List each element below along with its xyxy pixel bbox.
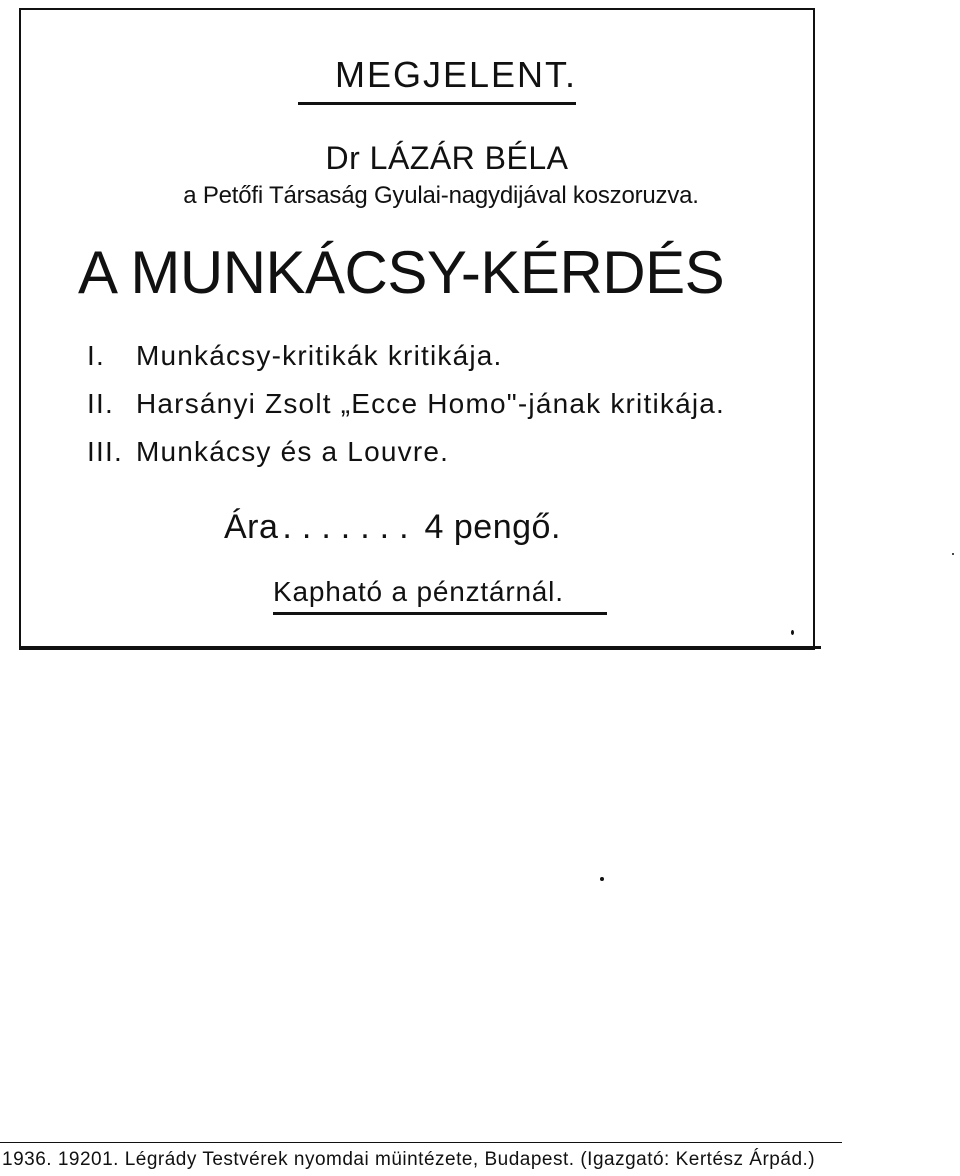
print-speck (791, 630, 794, 635)
chapter-item (87, 332, 725, 380)
announcement-heading: MEGJELENT. (334, 54, 578, 95)
print-speck (952, 553, 954, 555)
author-name: Dr LÁZÁR BÉLA (325, 140, 569, 176)
chapter-text: Munkácsy és a Louvre. (135, 436, 450, 467)
availability-underline (273, 612, 607, 615)
chapter-item (87, 428, 725, 476)
award-line: a Petőfi Társaság Gyulai-nagydijával koszoruzva. (183, 182, 699, 209)
chapter-number: III. (87, 436, 123, 467)
price-line (224, 508, 561, 547)
advertisement-bottom-rule (19, 646, 821, 649)
footer-rule (0, 1142, 842, 1143)
price-leader-dots: ....... (282, 508, 419, 546)
chapter-number: II. (87, 388, 114, 419)
price-value: 4 pengő. (424, 508, 561, 546)
availability-note: Kapható a pénztárnál. (273, 576, 564, 607)
chapter-text: Munkácsy-kritikák kritikája. (135, 340, 503, 371)
chapter-item (87, 380, 725, 428)
announcement-underline (298, 102, 576, 105)
print-speck (600, 877, 604, 881)
chapter-number: I. (87, 340, 105, 371)
advertisement-frame (19, 8, 815, 650)
price-label: Ára (224, 508, 279, 546)
printer-imprint: 1936. 19201. Légrády Testvérek nyomdai müintézete, Budapest. (Igazgató: Kertész Árpád.) (2, 1149, 816, 1170)
chapter-list (87, 332, 725, 476)
book-title: A MUNKÁCSY-KÉRDÉS (78, 239, 725, 306)
chapter-text: Harsányi Zsolt „Ecce Homo"-jának kritikája. (135, 388, 726, 419)
